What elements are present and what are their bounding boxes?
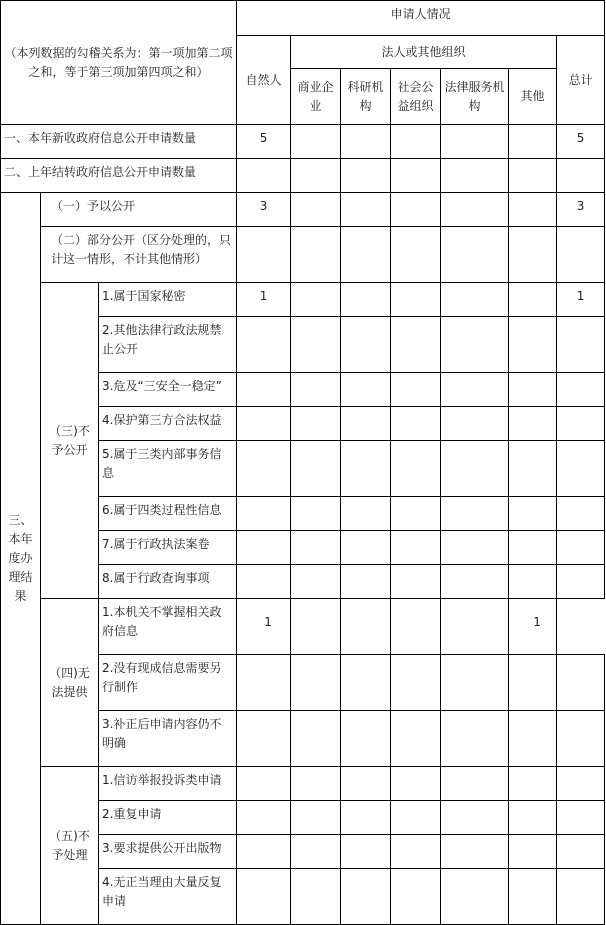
cell-research <box>341 283 391 317</box>
row-label: 一、本年新收政府信息公开申请数量 <box>1 125 237 159</box>
item-label: 3.危及“三安全一稳定” <box>99 373 237 407</box>
item-label: 8.属于行政查询事项 <box>99 565 237 599</box>
cell-other <box>509 227 557 283</box>
cell-business <box>291 227 341 283</box>
row-label: （一）予以公开 <box>41 193 237 227</box>
item-label: 1.属于国家秘密 <box>99 283 237 317</box>
cell-research <box>341 159 391 193</box>
cell-total: 5 <box>557 125 605 159</box>
header-applicant-info: 申请人情况 <box>237 1 605 36</box>
row-label: 二、上年结转政府信息公开申请数量 <box>1 159 237 193</box>
cell-business <box>291 283 341 317</box>
table-row <box>1 599 605 655</box>
cell-business <box>291 125 341 159</box>
item-label: 1.信访举报投诉类申请 <box>99 767 237 801</box>
cell-natural: 5 <box>237 125 291 159</box>
cell-other <box>509 193 557 227</box>
cell-total: 1 <box>509 599 557 655</box>
table-row <box>1 283 605 317</box>
item-label: 2.重复申请 <box>99 801 237 835</box>
header-social: 社会公益组织 <box>391 69 441 125</box>
cell-other <box>509 159 557 193</box>
cell-natural: 3 <box>237 193 291 227</box>
cell-total: 1 <box>557 283 605 317</box>
item-label: 5.属于三类内部事务信息 <box>99 441 237 497</box>
cell-legal-service <box>441 227 509 283</box>
cell-business <box>291 193 341 227</box>
cell-natural <box>237 227 291 283</box>
cell-social <box>391 125 441 159</box>
cell-research <box>341 227 391 283</box>
group-3-label: （三)不予公开 <box>41 283 99 599</box>
cell-natural: 1 <box>237 599 291 655</box>
cell-legal-service <box>441 283 509 317</box>
cell-business <box>291 159 341 193</box>
cell-legal-service <box>441 159 509 193</box>
cell-other <box>509 283 557 317</box>
table-row <box>1 125 605 159</box>
item-label: 1.本机关不掌握相关政府信息 <box>99 599 237 655</box>
cell-social <box>391 283 441 317</box>
item-label: 3.要求提供公开出版物 <box>99 835 237 869</box>
cell-total <box>557 227 605 283</box>
header-business: 商业企业 <box>291 69 341 125</box>
table-row <box>1 193 605 227</box>
header-legal-org: 法人或其他组织 <box>291 36 557 69</box>
cell-research <box>341 193 391 227</box>
item-label: 3.补正后申请内容仍不明确 <box>99 711 237 767</box>
cell-social <box>391 193 441 227</box>
row-label: （二）部分公开（区分处理的，只计这一情形，不计其他情形） <box>41 227 237 283</box>
header-natural-person: 自然人 <box>237 36 291 125</box>
item-label: 6.属于四类过程性信息 <box>99 497 237 531</box>
item-label: 2.其他法律行政法规禁止公开 <box>99 317 237 373</box>
header-research: 科研机构 <box>341 69 391 125</box>
group-5-label: （五)不予处理 <box>41 767 99 925</box>
table-note: （本列数据的勾稽关系为：第一项加第二项之和，等于第三项加第四项之和） <box>1 1 237 125</box>
cell-total <box>557 159 605 193</box>
item-label: 2.没有现成信息需要另行制作 <box>99 655 237 711</box>
cell-legal-service <box>441 193 509 227</box>
cell-natural: 1 <box>237 283 291 317</box>
cell-social <box>391 159 441 193</box>
table-row <box>1 767 605 801</box>
table-row <box>1 227 605 283</box>
cell-research <box>341 125 391 159</box>
cell-social <box>391 227 441 283</box>
cell-other <box>509 125 557 159</box>
table-row <box>1 159 605 193</box>
header-total: 总计 <box>557 36 605 125</box>
header-other: 其他 <box>509 69 557 125</box>
group-4-label: （四)无法提供 <box>41 599 99 767</box>
item-label: 7.属于行政执法案卷 <box>99 531 237 565</box>
item-label: 4.无正当理由大量反复申请 <box>99 869 237 925</box>
cell-total: 3 <box>557 193 605 227</box>
header-legal-service: 法律服务机构 <box>441 69 509 125</box>
cell-natural <box>237 159 291 193</box>
cell-legal-service <box>441 125 509 159</box>
item-label: 4.保护第三方合法权益 <box>99 407 237 441</box>
section-3-label: 三、本年度办理结果 <box>1 193 41 925</box>
